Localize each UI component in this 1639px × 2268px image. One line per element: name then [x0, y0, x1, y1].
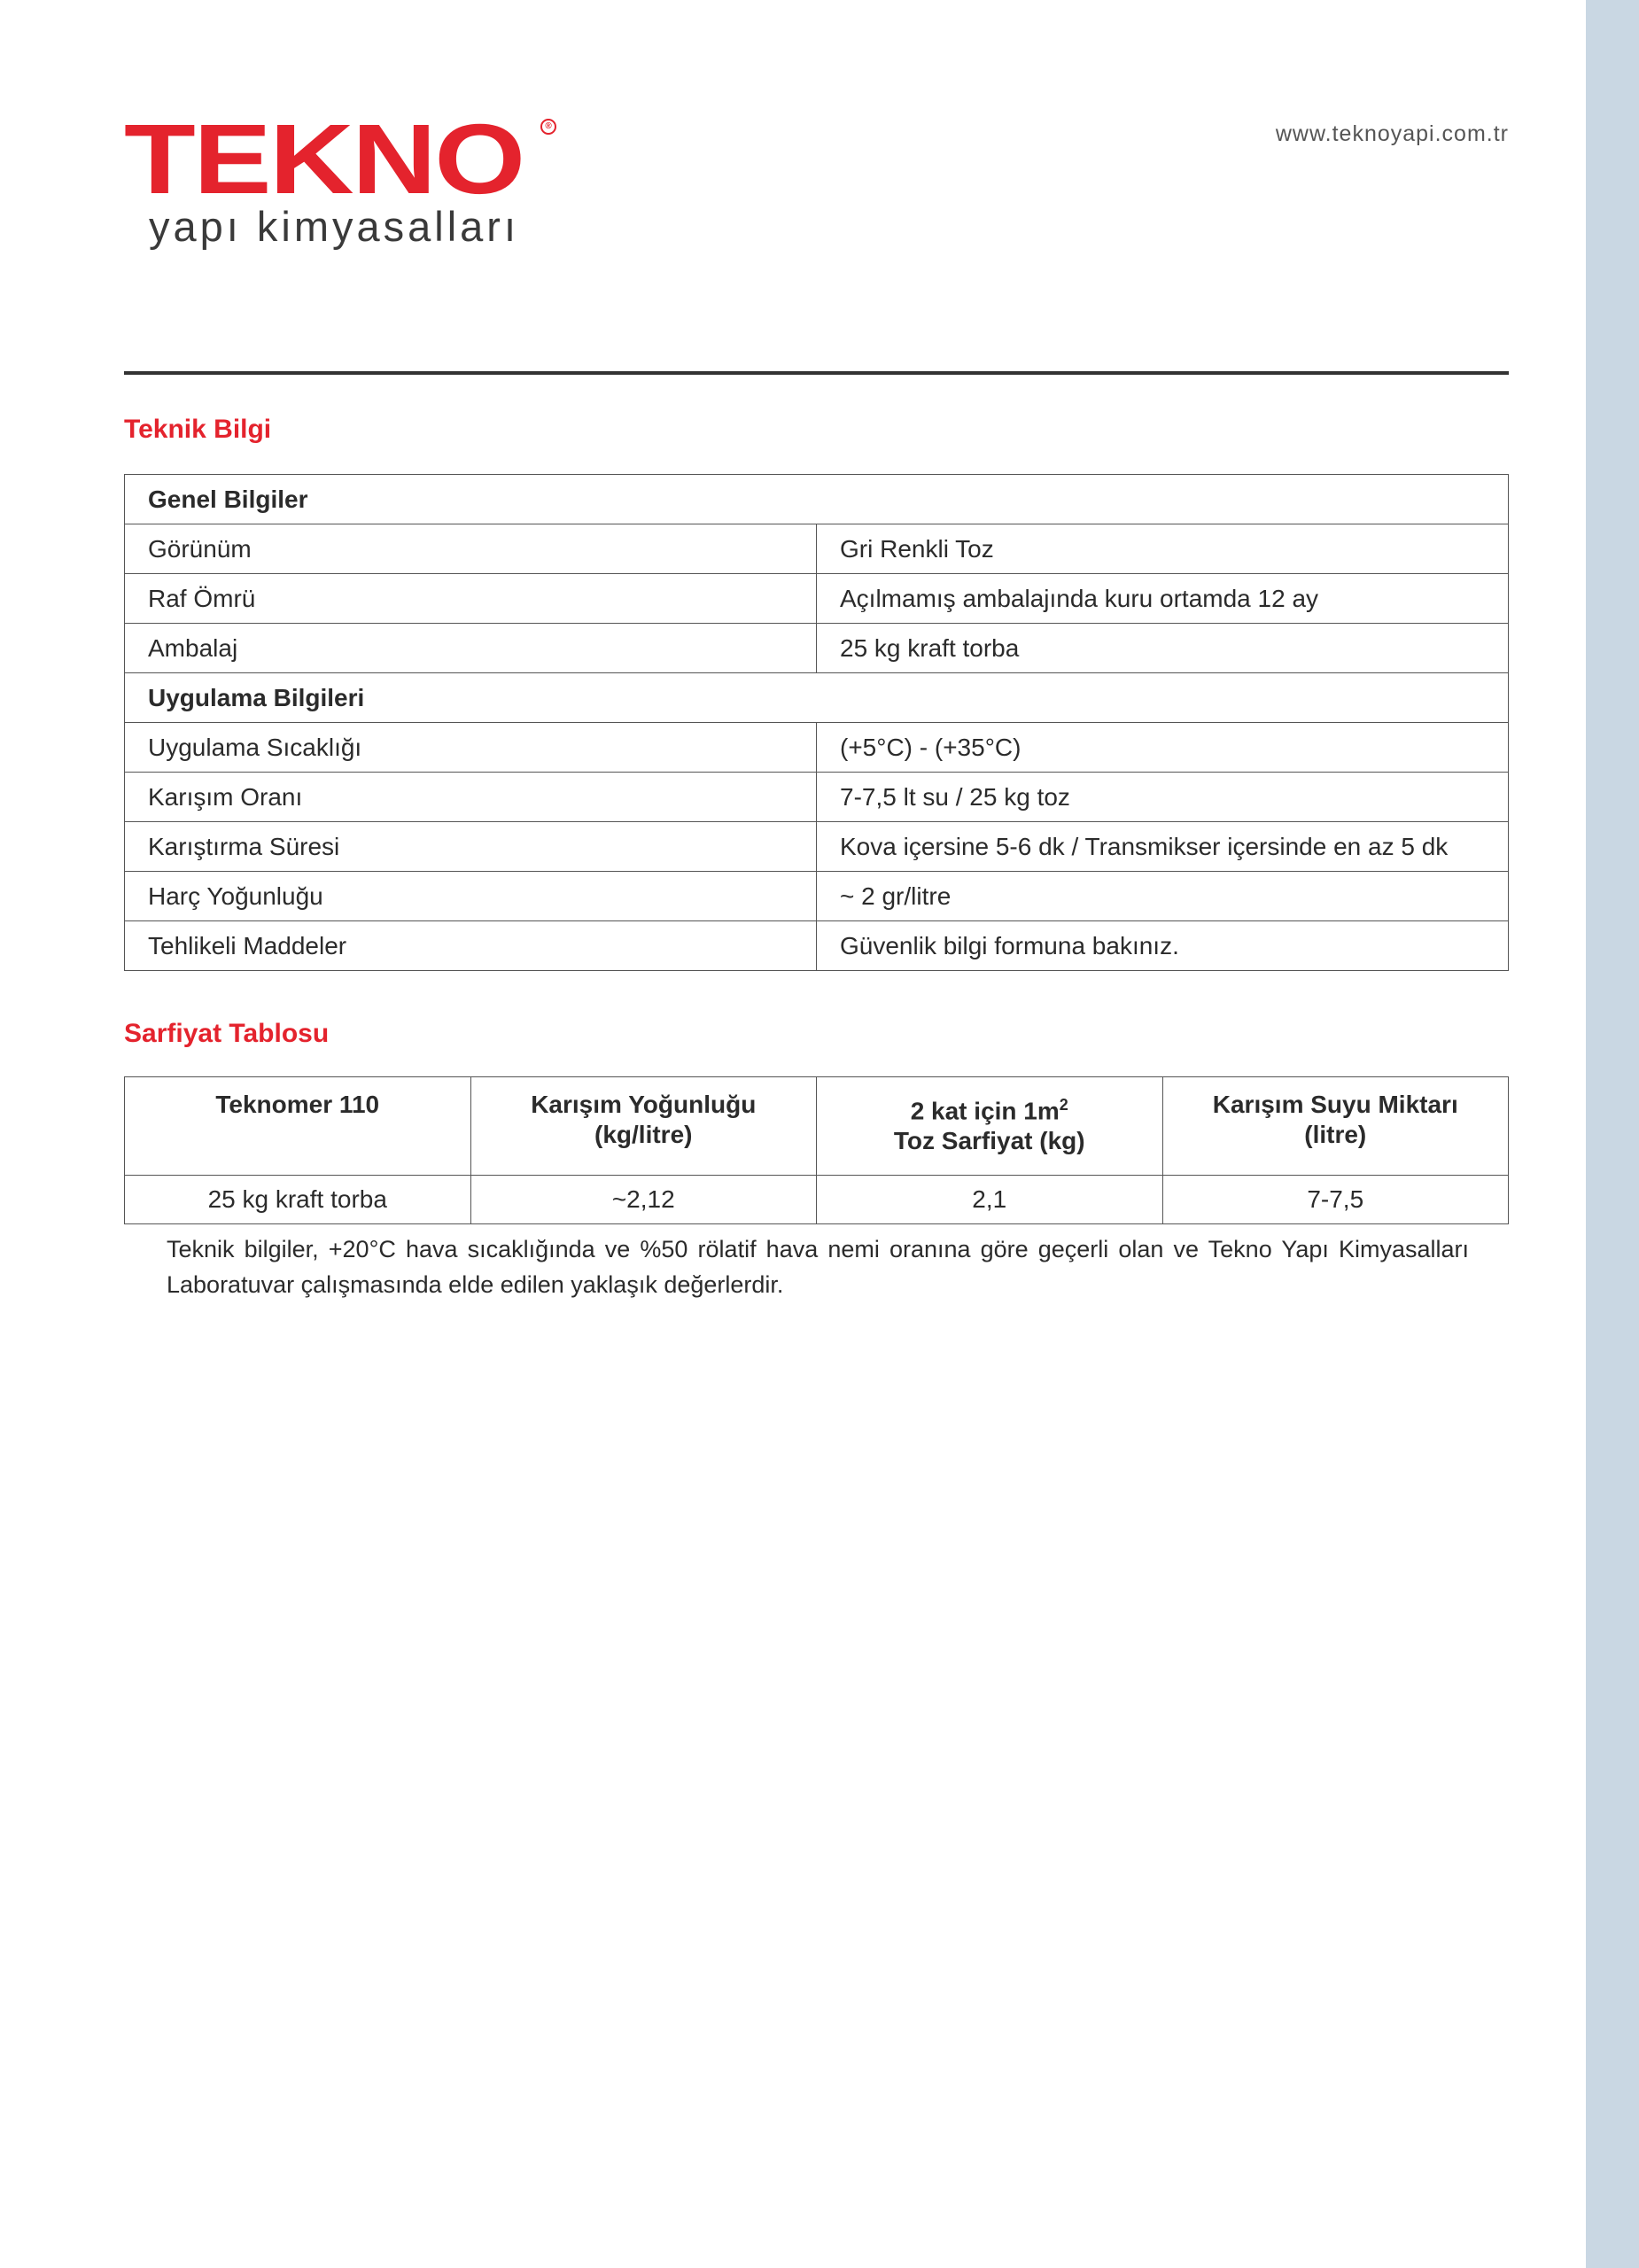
consumption-table: [124, 1076, 1509, 1224]
application-info-header: Uygulama Bilgileri: [125, 673, 1509, 723]
row-value: 25 kg kraft torba: [817, 624, 1509, 673]
consumption-table-title: Sarfiyat Tablosu: [124, 1019, 330, 1048]
coverage-header: 2 kat için $1m^2$ Toz Sarfiyat (kg): [817, 1077, 1163, 1176]
water-cell: 7-7,5: [1162, 1176, 1509, 1224]
table-row: [125, 921, 1509, 971]
table-row: [125, 673, 1509, 723]
table-row: [125, 475, 1509, 524]
table-row: [125, 624, 1509, 673]
registered-mark: ®: [540, 119, 556, 135]
row-label: Harç Yoğunluğu: [125, 872, 817, 921]
product-cell: 25 kg kraft torba: [125, 1176, 471, 1224]
technical-info-table: [124, 474, 1509, 971]
website-url: www.teknoyapi.com.tr: [1275, 121, 1509, 146]
tekno-logo: [124, 104, 567, 250]
row-value: 7-7,5 lt su / 25 kg toz: [817, 773, 1509, 822]
table-header-row: [125, 1077, 1509, 1176]
water-header: Karışım Suyu Miktarı (litre): [1162, 1077, 1509, 1176]
row-label: Karıştırma Süresi: [125, 822, 817, 872]
technical-info-title: Teknik Bilgi: [124, 415, 272, 444]
table-row: [125, 773, 1509, 822]
row-value: Güvenlik bilgi formuna bakınız.: [817, 921, 1509, 971]
logo-subtitle: yapı kimyasalları: [149, 203, 519, 250]
row-label: Karışım Oranı: [125, 773, 817, 822]
density-header: Karışım Yoğunluğu (kg/litre): [470, 1077, 817, 1176]
row-label: Tehlikeli Maddeler: [125, 921, 817, 971]
row-label: Raf Ömrü: [125, 574, 817, 624]
table-row: [125, 574, 1509, 624]
header-divider: [124, 371, 1509, 375]
row-value: Açılmamış ambalajında kuru ortamda 12 ay: [817, 574, 1509, 624]
product-header: Teknomer 110: [125, 1077, 471, 1176]
row-value: (+5°C) - (+35°C): [817, 723, 1509, 773]
coverage-cell: 2,1: [817, 1176, 1163, 1224]
table-row: [125, 1176, 1509, 1224]
logo-wordmark: TEKNO: [124, 104, 524, 214]
table-row: [125, 723, 1509, 773]
general-info-header: Genel Bilgiler: [125, 475, 1509, 524]
footnote: Teknik bilgiler, +20°C hava sıcaklığında ve %50 rölatif hava nemi oranına göre geçerli olan ve Tekno Yapı Kimyasalları Laboratuvar çalışmasında elde edilen yaklaşık değerlerdir.: [167, 1236, 1469, 1298]
density-cell: ~2,12: [470, 1176, 817, 1224]
row-label: Ambalaj: [125, 624, 817, 673]
row-label: Görünüm: [125, 524, 817, 574]
table-row: [125, 872, 1509, 921]
row-value: Kova içersine 5-6 dk / Transmikser içersinde en az 5 dk: [817, 822, 1509, 872]
row-value: ~ 2 gr/litre: [817, 872, 1509, 921]
row-value: Gri Renkli Toz: [817, 524, 1509, 574]
row-label: Uygulama Sıcaklığı: [125, 723, 817, 773]
side-band: [1586, 0, 1639, 2268]
table-row: [125, 524, 1509, 574]
table-row: [125, 822, 1509, 872]
